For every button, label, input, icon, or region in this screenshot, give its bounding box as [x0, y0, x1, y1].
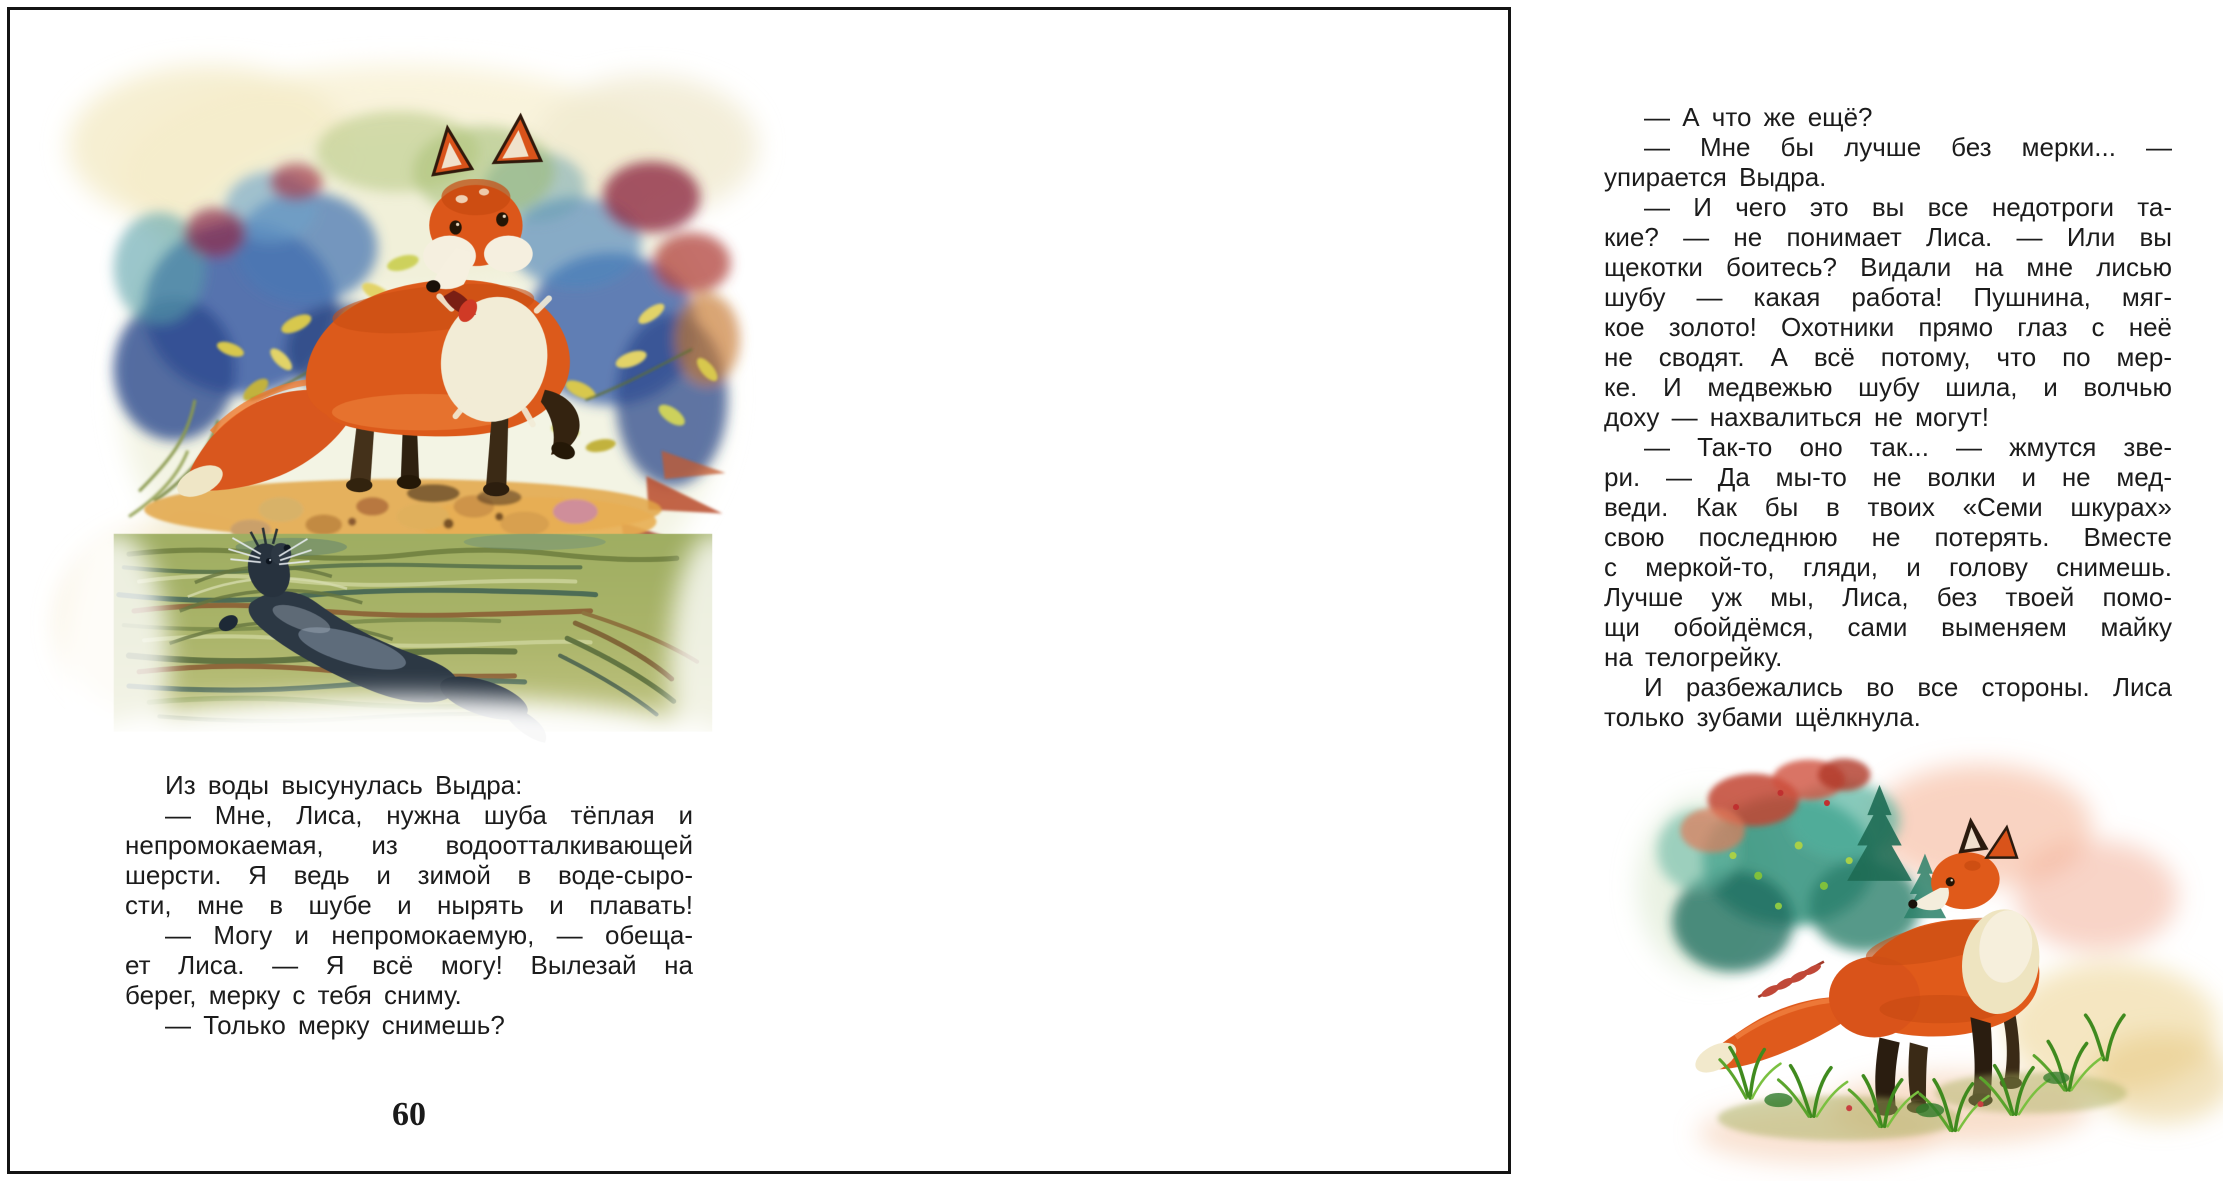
- text-line: шерсти. Я ведь и зимой в воде-сыро-: [125, 860, 693, 890]
- illustration-fox-and-otter: [98, 55, 728, 755]
- text-line: — Так-то оно так... — жмутся зве-: [1644, 432, 2172, 462]
- text-line: — Только мерку снимешь?: [165, 1010, 505, 1040]
- story-text-left: [125, 770, 693, 1040]
- text-line: ет Лиса. — Я всё могу! Вылезай на: [125, 950, 693, 980]
- text-line: — А что же ещё?: [1644, 102, 1873, 132]
- page-right: [759, 10, 2172, 1171]
- illustration-fox-looking-back: [1637, 743, 2223, 1155]
- text-line: И разбежались во все стороны. Лиса: [1644, 672, 2172, 702]
- text-line: щекотки боитесь? Видали на мне лисью: [1604, 252, 2172, 282]
- text-line: непромокаемая, из водоотталкивающей: [125, 830, 693, 860]
- text-line: только зубами щёлкнула.: [1604, 702, 1921, 732]
- text-line: кие? — не понимает Лиса. — Или вы: [1604, 222, 2172, 252]
- page-number: 60: [392, 1096, 426, 1133]
- text-line: — Мне бы лучше без мерки... —: [1644, 132, 2172, 162]
- page-left: [10, 10, 759, 1171]
- text-line: с меркой-то, гляди, и голову снимешь.: [1604, 552, 2172, 582]
- text-line: Из воды высунулась Выдра:: [165, 770, 523, 800]
- story-text-right: [1604, 102, 2172, 732]
- text-line: шубу — какая работа! Пушнина, мяг-: [1604, 282, 2172, 312]
- text-line: берег, мерку с тебя сниму.: [125, 980, 462, 1010]
- text-line: доху — нахвалиться не могут!: [1604, 402, 1990, 432]
- text-line: не сводят. А всё потому, что по мер-: [1604, 342, 2172, 372]
- text-line: Лучше уж мы, Лиса, без твоей помо-: [1604, 582, 2172, 612]
- text-line: на телогрейку.: [1604, 642, 1783, 672]
- text-line: кое золото! Охотники прямо глаз с неё: [1604, 312, 2172, 342]
- text-line: — Мне, Лиса, нужна шуба тёплая и: [165, 800, 693, 830]
- text-line: веди. Как бы в твоих «Семи шкурах»: [1604, 492, 2172, 522]
- text-line: свою последнюю не потерять. Вместе: [1604, 522, 2172, 552]
- text-line: — И чего это вы все недотроги та-: [1644, 192, 2172, 222]
- text-line: — Могу и непромокаемую, — обеща-: [165, 920, 693, 950]
- text-line: сти, мне в шубе и нырять и плавать!: [125, 890, 693, 920]
- text-line: ке. И медвежью шубу шила, и волчью: [1604, 372, 2172, 402]
- text-line: щи обойдёмся, сами выменяем майку: [1604, 612, 2172, 642]
- text-line: ри. — Да мы-то не волки и не мед-: [1604, 462, 2172, 492]
- text-line: упирается Выдра.: [1604, 162, 1827, 192]
